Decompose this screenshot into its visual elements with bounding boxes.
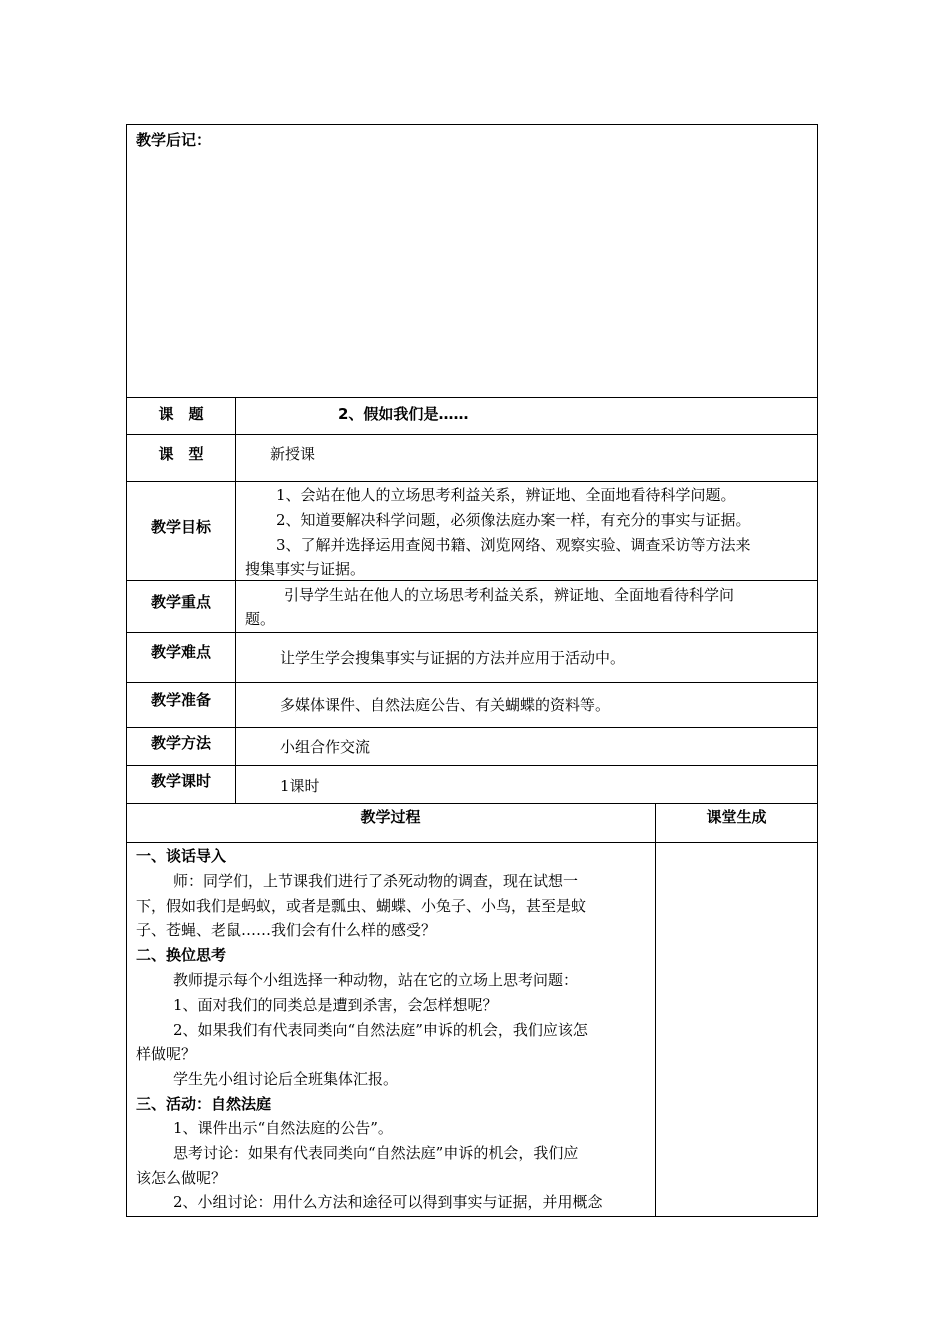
difficulty-label: 教学难点 (150, 643, 211, 661)
row-divider (126, 434, 818, 435)
label-column-divider (235, 397, 236, 803)
generation-column-header: 课堂生成 (706, 808, 767, 826)
row-divider (126, 682, 818, 683)
hours-label: 教学课时 (150, 772, 211, 790)
goals-label: 教学目标 (150, 518, 211, 536)
goal-line: 2、知道要解决科学问题，必须像法庭办案一样，有充分的事实与证据。 (276, 511, 751, 529)
process-line: 2、小组讨论：用什么方法和途径可以得到事实与证据，并用概念 (173, 1193, 603, 1211)
process-line: 学生先小组讨论后全班集体汇报。 (173, 1070, 399, 1088)
table-border-top (126, 124, 818, 125)
prep-value: 多媒体课件、自然法庭公告、有关蝴蝶的资料等。 (280, 696, 611, 714)
topic-value: 2、假如我们是…… (338, 405, 469, 423)
difficulty-value: 让学生学会搜集事实与证据的方法并应用于活动中。 (280, 649, 626, 667)
method-label: 教学方法 (150, 734, 211, 752)
table-border-bottom (126, 1216, 818, 1217)
goal-line: 1、会站在他人的立场思考利益关系，辨证地、全面地看待科学问题。 (276, 486, 736, 504)
process-line: 该怎么做呢？ (136, 1169, 227, 1187)
type-label: 课 型 (158, 445, 204, 463)
process-line: 教师提示每个小组选择一种动物，站在它的立场上思考问题： (173, 971, 579, 989)
row-divider (126, 842, 818, 843)
process-column-divider (655, 803, 656, 1216)
row-divider (126, 765, 818, 766)
table-border-right (817, 124, 818, 1217)
process-line: 下，假如我们是蚂蚁，或者是瓢虫、蝴蝶、小兔子、小鸟，甚至是蚊 (136, 897, 587, 915)
goal-line: 3、了解并选择运用查阅书籍、浏览网络、观察实验、调查采访等方法来 (276, 536, 751, 554)
section-heading: 三、活动：自然法庭 (136, 1095, 272, 1113)
topic-label: 课 题 (158, 405, 204, 423)
prep-label: 教学准备 (150, 691, 211, 709)
process-line: 师：同学们，上节课我们进行了杀死动物的调查，现在试想一 (173, 872, 579, 890)
key-label: 教学重点 (150, 593, 211, 611)
row-divider (126, 727, 818, 728)
section-heading: 二、换位思考 (136, 946, 227, 964)
process-line: 子、苍蝇、老鼠……我们会有什么样的感受？ (136, 921, 437, 939)
process-line: 思考讨论：如果有代表同类向“自然法庭”申诉的机会，我们应 (173, 1144, 579, 1162)
goal-line: 搜集事实与证据。 (245, 560, 366, 578)
key-line: 题。 (245, 610, 276, 628)
row-divider (126, 632, 818, 633)
method-value: 小组合作交流 (280, 738, 371, 756)
process-line: 1、面对我们的同类总是遭到杀害，会怎样想呢？ (173, 996, 498, 1014)
hours-value: 1课时 (280, 777, 320, 795)
section-heading: 一、谈话导入 (136, 847, 227, 865)
type-value: 新授课 (270, 445, 316, 463)
row-divider (126, 481, 818, 482)
table-border-left (126, 124, 127, 1217)
notes-label: 教学后记： (136, 131, 212, 149)
process-line: 1、课件出示“自然法庭的公告”。 (173, 1119, 393, 1137)
row-divider (126, 580, 818, 581)
row-divider (126, 803, 818, 804)
key-line: 引导学生站在他人的立场思考利益关系，辨证地、全面地看待科学问 (284, 586, 735, 604)
process-line: 样做呢？ (136, 1045, 197, 1063)
process-line: 2、如果我们有代表同类向“自然法庭”申诉的机会，我们应该怎 (173, 1021, 588, 1039)
row-divider (126, 397, 818, 398)
process-column-header: 教学过程 (360, 808, 421, 826)
